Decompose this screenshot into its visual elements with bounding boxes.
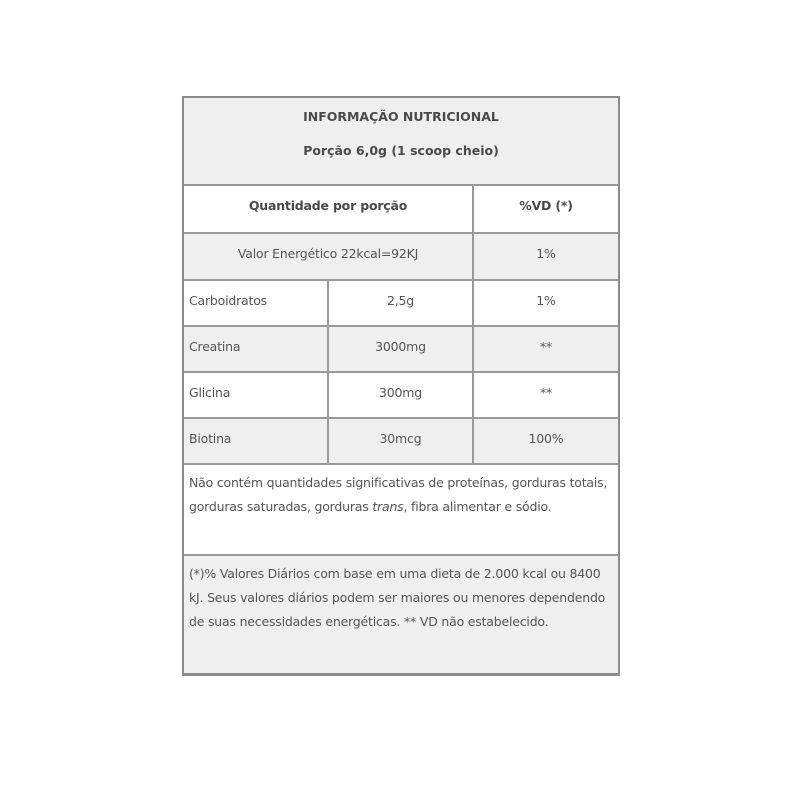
table-row (184, 371, 618, 417)
portion-size: Porção 6,0g (1 scoop cheio) (303, 143, 499, 158)
nutrient-amount: 3000mg (329, 327, 474, 371)
nutrient-amount: 30mcg (329, 419, 474, 463)
column-header-row (184, 184, 618, 232)
not-significant-note (184, 463, 618, 554)
nutrient-name: Biotina (184, 419, 329, 463)
nutrient-dv: 1% (536, 293, 556, 308)
energy-row (184, 232, 618, 279)
table-title: INFORMAÇÃO NUTRICIONAL (303, 109, 499, 124)
nutrient-name: Carboidratos (184, 281, 329, 325)
table-title-section (184, 98, 618, 184)
quantity-header: Quantidade por porção (184, 186, 474, 232)
nutrient-dv: 100% (528, 431, 564, 446)
table-row (184, 279, 618, 325)
nutrient-amount: 300mg (329, 373, 474, 417)
note-text-pre: Não contém quantidades significativas de proteínas, gorduras totais, gorduras saturadas, gorduras (189, 475, 608, 514)
table-row (184, 417, 618, 463)
not-significant-text (189, 471, 613, 548)
nutrient-name: Creatina (184, 327, 329, 371)
note-text-post: , fibra alimentar e sódio. (403, 499, 552, 514)
dv-header: %VD (*) (519, 198, 573, 213)
nutrition-facts-table (182, 96, 620, 676)
nutrient-amount: 2,5g (329, 281, 474, 325)
daily-values-text: (*)% Valores Diários com base em uma dieta de 2.000 kcal ou 8400 kJ. Seus valores diários podem ser maiores ou menores dependendo de suas necessidades energéticas. ** VD não estabelecido. (189, 566, 606, 629)
table-row (184, 325, 618, 371)
note-text-italic: trans (372, 499, 404, 514)
nutrient-name: Glicina (184, 373, 329, 417)
nutrient-dv: ** (539, 385, 553, 400)
daily-values-footnote (184, 554, 618, 673)
nutrient-dv: ** (539, 339, 553, 354)
energy-dv: 1% (536, 246, 556, 261)
energy-label: Valor Energético 22kcal=92KJ (184, 234, 474, 279)
